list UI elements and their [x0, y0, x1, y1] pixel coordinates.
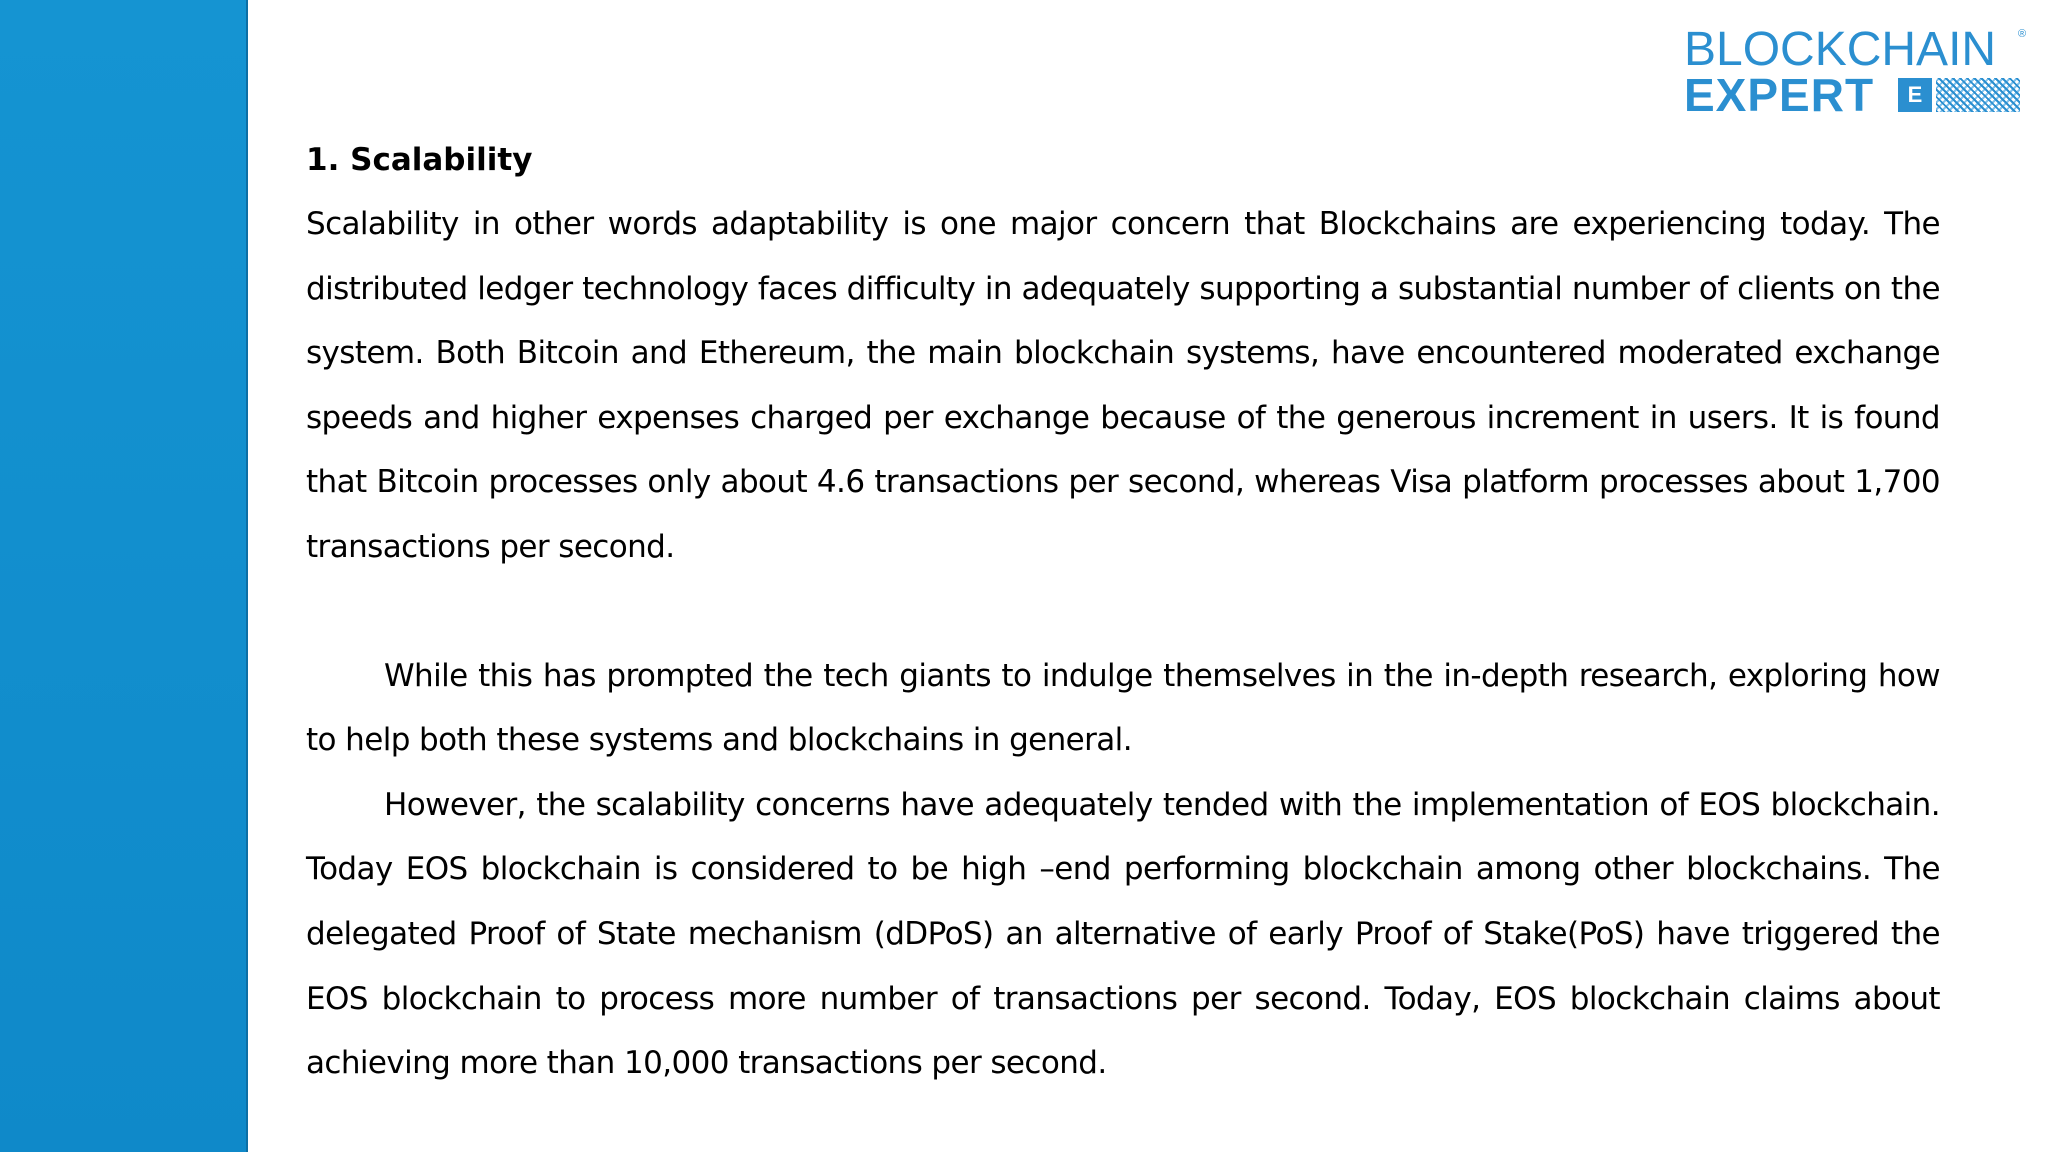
section-heading: 1. Scalability [306, 142, 533, 178]
logo-text-blockchain: BLOCKCHAIN [1684, 23, 1997, 76]
logo-text-expert: EXPERT [1684, 69, 1875, 121]
logo-e-badge-letter: E [1907, 82, 1923, 107]
document-body [306, 128, 1940, 1096]
paragraph-research: While this has prompted the tech giants to indulge themselves in the in-depth research, exploring how to help both these systems and blockchains in general. [306, 657, 1940, 759]
logo-dot-pattern-icon [1936, 78, 2020, 112]
logo-e-badge-icon [1898, 78, 1932, 112]
paragraph-scalability-intro: Scalability in other words adaptability is one major concern that Blockchains are experiencing today. The distributed ledger technology faces difficulty in adequately supporting a substantial number of clients on the system. Both Bitcoin and Ethereum, the main blockchain systems, have encountered moderated exchange speeds and higher expenses charged per exchange because of the generous increment in users. It is found that Bitcoin processes only about 4.6 transactions per second, whereas Visa platform processes about 1,700 transactions per second. [306, 206, 1940, 565]
paragraph-spacer [306, 580, 1940, 644]
blockchain-expert-logo [1684, 24, 2030, 120]
sidebar-accent-bar [0, 0, 248, 1152]
logo-registered-mark: ® [2018, 28, 2027, 40]
paragraph-eos: However, the scalability concerns have adequately tended with the implementation of EOS blockchain. Today EOS blockchain is considered to be high –end performing blockchain among other blockchains. The delegated Proof of State mechanism (dDPoS) an alternative of early Proof of Stake(PoS) have triggered the EOS blockchain to process more number of transactions per second. Today, EOS blockchain claims about achieving more than 10,000 transactions per second. [306, 786, 1940, 1082]
